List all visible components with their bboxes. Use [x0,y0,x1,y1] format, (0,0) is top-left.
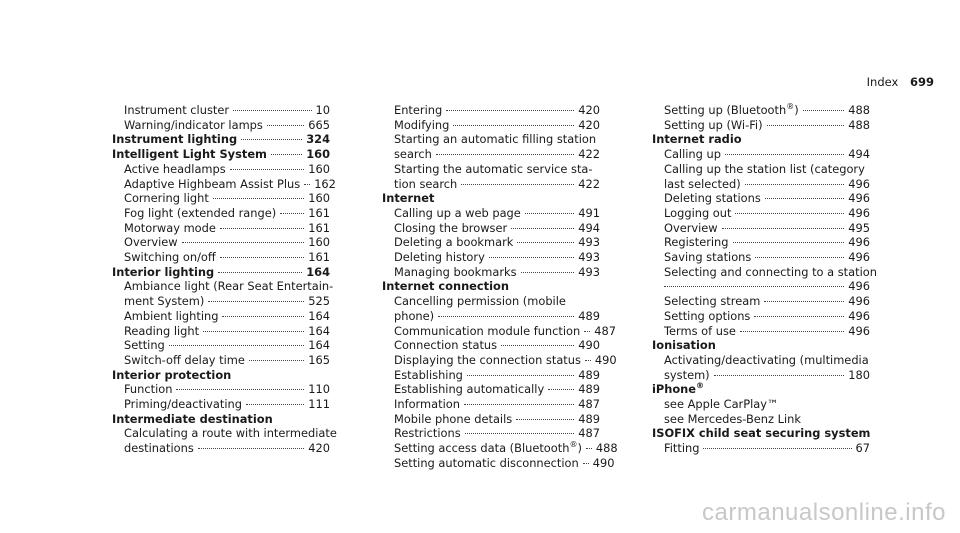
dot-leader [182,242,305,243]
entry-text: Overview [124,235,178,250]
entry-text: Deleting a bookmark [394,235,514,250]
page-reference: 161 [308,250,330,265]
page-reference: 422 [578,147,600,162]
dot-leader [767,125,845,126]
watermark: carmanualsonline.info [702,499,946,526]
index-column-1 [112,103,337,456]
index-entry [382,294,600,323]
index-entry [112,279,334,309]
page-reference: 496 [848,250,870,265]
page-reference: 496 [848,191,870,206]
entry-text-line: Selecting and connecting to a station [664,264,877,279]
entry-text: Switch-off delay time [124,352,245,367]
entry-text-line: Calling up the station list (category [664,161,865,176]
dot-leader [220,257,305,258]
page-reference: 488 [848,103,870,117]
dot-leader [218,272,302,273]
dot-leader [213,198,304,199]
entry-text: Internet radio [652,132,742,147]
entry-text: Fitting [664,441,700,456]
entry-text: Internet [382,191,435,206]
page-reference: 164 [308,308,330,323]
entry-text: ment System) [124,294,205,309]
entry-text: Intelligent Light System [112,147,267,162]
dot-leader [517,242,574,243]
entry-text: Cornering light [124,191,209,206]
dot-leader [198,448,304,449]
dot-leader [740,331,844,332]
page-reference: 665 [308,117,330,132]
index-entry [382,412,600,427]
index-entry [382,118,600,133]
dot-leader [803,110,845,111]
dot-leader [735,213,844,214]
index-column-2 [382,103,618,471]
dot-leader [525,213,574,214]
index-entry [382,338,600,353]
index-entry [112,206,330,221]
page-reference: 67 [855,441,870,456]
index-entry [112,103,330,118]
header-title: Index [866,75,899,89]
index-entry [112,382,330,397]
page-reference: 161 [308,220,330,235]
index-entry [382,323,616,339]
page-reference: 489 [578,308,600,323]
index-entry [112,309,330,324]
page-reference: 420 [578,103,600,117]
index-entry [112,353,330,368]
entry-text-line: Starting an automatic filling station [394,132,597,147]
index-heading [382,279,600,294]
entry-text: destinations [124,441,194,456]
dot-leader [446,110,574,111]
entry-text: see Mercedes-Benz Link [664,411,801,426]
page-reference: 160 [308,161,330,176]
entry-text: iPhone® [652,381,705,397]
entry-text: Closing the browser [394,220,508,235]
dot-leader [271,154,302,155]
index-heading [652,426,870,441]
entry-text: Information [394,397,460,412]
index-entry [382,368,600,383]
entry-text: Terms of use [664,323,736,338]
entry-text: Active headlamps [124,161,226,176]
index-heading [112,265,330,280]
dot-leader [586,448,592,449]
page-reference: 491 [578,205,600,220]
entry-text: Registering [664,235,729,250]
index-entry [652,162,870,191]
dot-leader [203,331,304,332]
dot-leader [521,272,575,273]
dot-leader [548,389,574,390]
entry-text: Priming/deactivating [124,397,242,412]
dot-leader [453,125,574,126]
index-entry [382,426,600,441]
dot-leader [280,213,304,214]
page-reference: 164 [308,323,330,338]
entry-text: Instrument cluster [124,103,230,117]
index-entry [652,103,870,118]
index-entry [652,118,870,133]
dot-leader [489,257,574,258]
page-reference: 493 [578,264,600,279]
index-heading [652,338,870,353]
page-reference: 496 [848,176,870,191]
dot-leader [461,184,574,185]
page-reference: 496 [848,323,870,338]
page-reference: 496 [848,235,870,250]
entry-text: Selecting stream [664,294,761,309]
entry-text: Calling up [664,147,721,162]
dot-leader [725,154,844,155]
dot-leader [267,125,304,126]
index-entry [652,250,870,265]
index-entry [652,191,870,206]
entry-text: tion search [394,176,458,191]
entry-text: Ambient lighting [124,308,219,323]
dot-leader [220,228,304,229]
page-reference: 487 [578,426,600,441]
index-entry [382,265,600,280]
index-entry [112,426,337,456]
entry-text-line: Starting the automatic service sta- [394,161,593,176]
page-reference: 160 [306,147,330,162]
index-entry [112,221,330,236]
page-header [867,75,934,89]
index-entry [112,324,330,339]
page-reference: 160 [308,191,330,206]
entry-text: Mobile phone details [394,411,513,426]
page-reference: 420 [308,441,330,456]
index-heading [112,368,330,383]
page-reference: 165 [308,352,330,367]
page-reference: 525 [308,294,330,309]
dot-leader [501,345,574,346]
page-reference: 494 [848,147,870,162]
index-entry [382,206,600,221]
entry-text: Establishing [394,367,463,382]
page-reference: 493 [578,235,600,250]
index-entry [382,250,600,265]
index-heading [112,132,330,147]
dot-leader [585,360,591,361]
dot-leader [241,139,302,140]
entry-text-line: Calculating a route with intermediate [124,426,337,441]
index-entry [112,191,330,206]
entry-text: search [394,147,432,162]
entry-text: ISOFIX child seat securing system [652,426,871,441]
index-entry [652,441,870,456]
index-heading [382,191,600,206]
index-entry [652,235,870,250]
dot-leader [722,228,845,229]
page-reference: 490 [594,352,617,367]
entry-text: Setting access data (Bluetooth®) [394,440,582,456]
entry-text: Internet connection [382,279,509,294]
page-reference: 496 [848,308,870,323]
entry-text-line: Activating/deactivating (multimedia [664,352,869,367]
entry-text: Connection status [394,338,498,353]
page-reference: 496 [848,279,870,294]
page-number: 699 [909,75,934,89]
entry-text: Calling up a web page [394,205,521,220]
page-reference: 487 [594,323,616,338]
dot-leader [733,242,845,243]
entry-text: Setting up (Bluetooth®) [664,102,799,117]
page-reference: 180 [848,367,870,382]
dot-leader [246,404,304,405]
index-entry [112,338,330,353]
page-reference: 10 [315,103,330,117]
dot-leader [467,375,574,376]
entry-text: Setting options [664,308,751,323]
entry-text: Setting automatic disconnection [394,455,579,470]
entry-text: Function [124,382,173,397]
page-reference: 488 [595,441,618,456]
index-column-3 [652,102,877,456]
entry-text: Restrictions [394,426,461,441]
index-heading [652,382,870,397]
page-reference: 493 [578,250,600,265]
index-entry [382,235,600,250]
index-entry [382,162,600,191]
index-entry [652,353,870,382]
entry-text: Instrument lighting [112,132,238,147]
page-reference: 489 [578,382,600,397]
dot-leader [176,389,304,390]
dot-leader [438,316,574,317]
index-entry [112,397,330,412]
entry-text: Modifying [394,117,450,132]
entry-text: last selected) [664,176,741,191]
page-reference: 488 [848,117,870,132]
page-reference: 164 [306,264,330,279]
index-entry [382,352,617,368]
entry-text: phone) [394,308,435,323]
dot-leader [745,184,845,185]
entry-text: Interior lighting [112,264,215,279]
dot-leader [583,463,589,464]
index-entry [652,221,870,236]
dot-leader [436,154,574,155]
entry-text: Deleting history [394,250,485,265]
index-entry [382,221,600,236]
page-reference: 489 [578,367,600,382]
page-reference: 164 [308,338,330,353]
dot-leader [230,169,305,170]
dot-leader [511,228,574,229]
entry-text: Saving stations [664,250,752,265]
index-entry [652,264,877,294]
entry-text: see Apple CarPlay™ [664,397,779,412]
page-reference: 422 [578,176,600,191]
dot-leader [516,419,574,420]
page-reference: 111 [308,397,330,412]
page-reference: 487 [578,397,600,412]
dot-leader [233,110,311,111]
dot-leader [304,184,310,185]
entry-text: Entering [394,103,443,117]
index-entry [652,397,870,412]
entry-text: Establishing automatically [394,382,545,397]
dot-leader [714,375,845,376]
dot-leader [765,198,844,199]
page-reference: 490 [578,338,600,353]
dot-leader [755,257,844,258]
index-entry [652,147,870,162]
entry-text: Warning/indicator lamps [124,117,263,132]
entry-text: Switching on/off [124,250,216,265]
dot-leader [249,360,304,361]
index-heading [652,132,870,147]
entry-text: system) [664,367,710,382]
index-entry [112,162,330,177]
dot-leader [464,404,574,405]
index-entry [652,206,870,221]
page-reference: 420 [578,117,600,132]
entry-text: Ionisation [652,338,716,353]
dot-leader [664,286,844,287]
page-reference: 489 [578,411,600,426]
entry-text: Deleting stations [664,191,761,206]
entry-text: Managing bookmarks [394,264,517,279]
index-entry [112,118,330,133]
index-entry [112,176,336,192]
index-entry [382,103,600,118]
dot-leader [754,316,844,317]
page-reference: 110 [308,382,330,397]
entry-text: Adaptive Highbeam Assist Plus [124,176,301,191]
entry-text: Reading light [124,323,200,338]
entry-text: Setting up (Wi-Fi) [664,117,763,132]
page-reference: 496 [848,294,870,309]
entry-text: Fog light (extended range) [124,205,277,220]
dot-leader [764,301,844,302]
index-entry [652,412,870,427]
index-entry [382,382,600,397]
entry-text: Setting [124,338,165,353]
entry-text: Communication module function [394,323,581,338]
dot-leader [584,331,590,332]
page-reference: 495 [848,220,870,235]
entry-text: Motorway mode [124,220,216,235]
dot-leader [465,433,575,434]
page-reference: 494 [578,220,600,235]
index-entry [112,250,330,265]
dot-leader [169,345,304,346]
dot-leader [222,316,304,317]
index-entry [382,455,615,471]
entry-text-line: Cancelling permission (mobile [394,294,566,309]
index-entry [652,324,870,339]
index-entry [652,294,870,309]
dot-leader [208,301,304,302]
index-entry [652,309,870,324]
entry-text-line: Ambiance light (Rear Seat Entertain- [124,279,334,294]
index-entry [382,440,618,456]
entry-text: Overview [664,220,718,235]
index-heading [112,412,330,427]
entry-text: Logging out [664,205,732,220]
index-entry [382,397,600,412]
index-heading [112,147,330,162]
page-reference: 496 [848,205,870,220]
page-reference: 161 [308,205,330,220]
dot-leader [703,448,851,449]
index-entry [112,235,330,250]
page-reference: 160 [308,235,330,250]
page-reference: 162 [314,176,336,191]
entry-text: Displaying the connection status [394,352,581,367]
index-entry [382,132,600,161]
page-reference: 324 [306,132,330,147]
entry-text: Interior protection [112,367,232,382]
entry-text: Intermediate destination [112,411,273,426]
page-reference: 490 [592,455,615,470]
